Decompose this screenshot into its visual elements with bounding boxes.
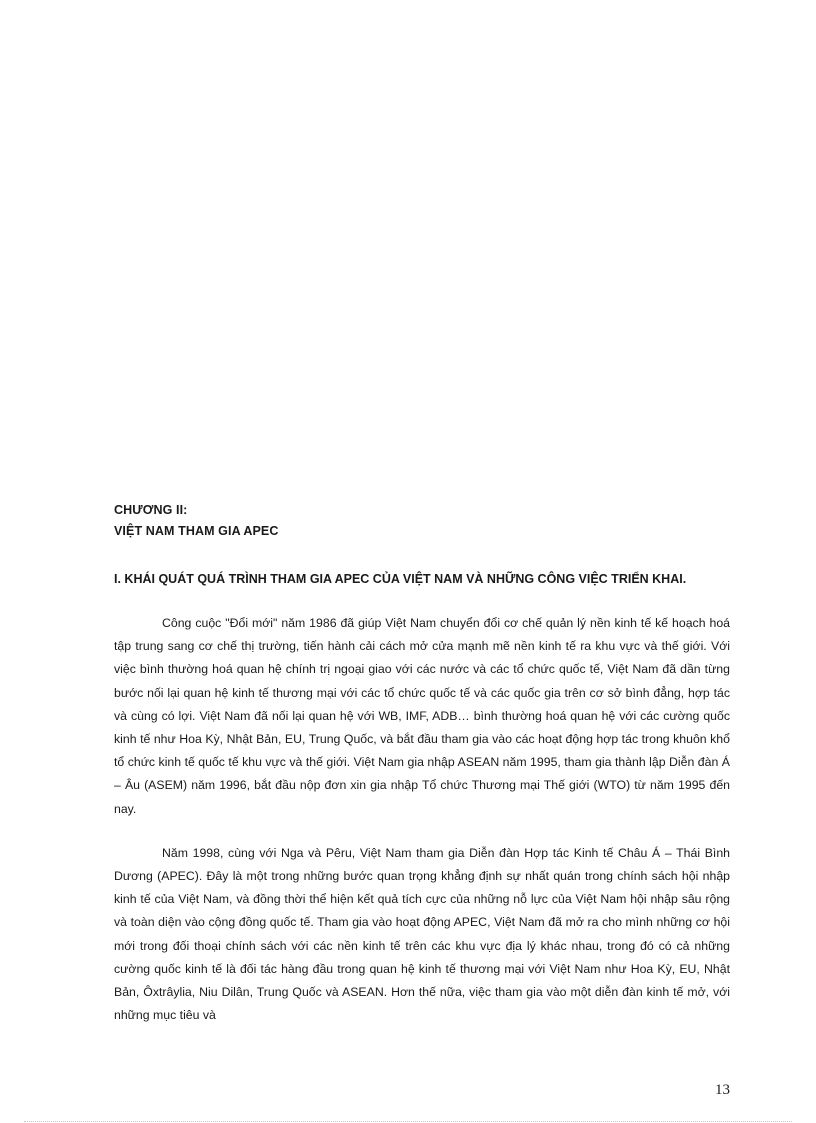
section-heading: I. KHÁI QUÁT QUÁ TRÌNH THAM GIA APEC CỦA VIỆT NAM VÀ NHỮNG CÔNG VIỆC TRIỂN KHAI.	[114, 572, 687, 586]
page-number: 13	[715, 1082, 730, 1098]
chapter-label: CHƯƠNG II:	[114, 503, 188, 517]
chapter-title: VIỆT NAM THAM GIA APEC	[114, 524, 279, 538]
page-content	[114, 500, 730, 1027]
body-paragraph-1: Công cuộc "Đổi mới" năm 1986 đã giúp Việt Nam chuyển đổi cơ chế quản lý nền kinh tế kế hoạch hoá tập trung sang cơ chế thị trường, tiến hành cải cách mở cửa mạnh mẽ nền kinh tế ra khu vực và thế giới. Với việc bình thường hoá quan hệ chính trị ngoại giao với các nước và các tổ chức quốc tế, Việt Nam đã dần từng bước nối lại quan hệ kinh tế thương mại với các tổ chức quốc tế và các quốc gia trên cơ sở bình đẳng, hợp tác và cùng có lợi. Việt Nam đã nối lại quan hệ với WB, IMF, ADB… bình thường hoá quan hệ với các cường quốc kinh tế như Hoa Kỳ, Nhật Bản, EU, Trung Quốc, và bắt đầu tham gia vào các hoạt động hợp tác trong khuôn khổ tổ chức kinh tế quốc tế khu vực và thế giới. Việt Nam gia nhập ASEAN năm 1995, tham gia thành lập Diễn đàn Á – Âu (ASEM) năm 1996, bắt đầu nộp đơn xin gia nhập Tổ chức Thương mại Thế giới (WTO) từ năm 1995 đến nay.	[114, 616, 730, 816]
page-bottom-divider	[24, 1121, 792, 1122]
body-paragraph-2: Năm 1998, cùng với Nga và Pêru, Việt Nam tham gia Diễn đàn Hợp tác Kinh tế Châu Á – Thái Bình Dương (APEC). Đây là một trong những bước quan trọng khẳng định sự nhất quán trong chính sách hội nhập kinh tế của Việt Nam, và đồng thời thể hiện kết quả tích cực của những nỗ lực của Việt Nam hội nhập sâu rộng và toàn diện vào cộng đồng quốc tế. Tham gia vào hoạt động APEC, Việt Nam đã mở ra cho mình những cơ hội mới trong đối thoại chính sách với các nền kinh tế trên các khu vực địa lý khác nhau, trong đó có cả những cường quốc kinh tế là đối tác hàng đầu trong quan hệ kinh tế thương mại với Việt Nam như Hoa Kỳ, EU, Nhật Bản, Ôxtrâylia, Niu Dilân, Trung Quốc và ASEAN. Hơn thế nữa, việc tham gia vào một diễn đàn kinh tế mở, với những mục tiêu và	[114, 845, 730, 1023]
